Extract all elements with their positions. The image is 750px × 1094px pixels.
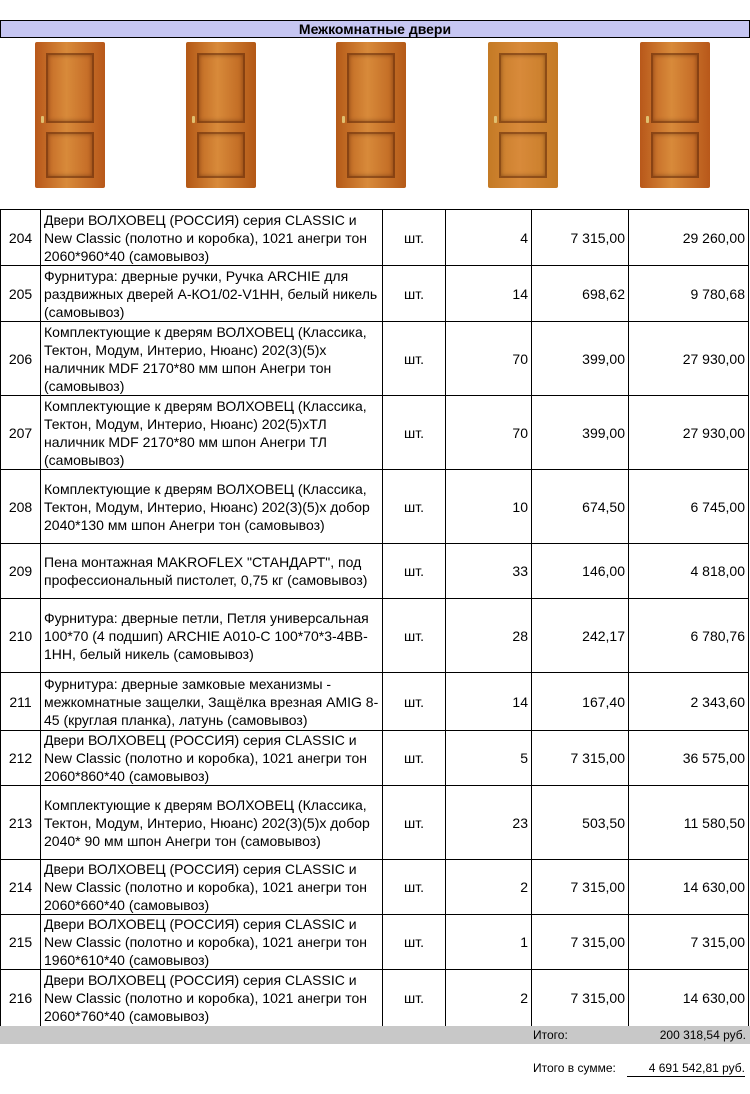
door-image (35, 42, 105, 188)
row-description: Фурнитура: дверные петли, Петля универсальная 100*70 (4 подшип) ARCHIE A010-C 100*70*3-4BB-1HH, белый никель (самовывоз) (41, 599, 383, 673)
row-description: Комплектующие к дверям ВОЛХОВЕЦ (Классика, Тектон, Модум, Интерио, Нюанс) 202(5)хТЛ наличник MDF 2170*80 мм шпон Анегри ТЛ (самовывоз) (41, 396, 383, 470)
row-description: Фурнитура: дверные ручки, Ручка ARCHIE для раздвижных дверей А-КО1/02-V1HH, белый никель (самовывоз) (41, 266, 383, 322)
row-description: Двери ВОЛХОВЕЦ (РОССИЯ) серия CLASSIC и New Classic (полотно и коробка), 1021 анегри тон 2060*960*40 (самовывоз) (41, 210, 383, 266)
table-row (1, 210, 749, 266)
row-quantity: 23 (446, 786, 532, 860)
row-price: 167,40 (532, 673, 629, 731)
row-unit: шт. (383, 470, 446, 544)
row-unit: шт. (383, 266, 446, 322)
row-sum: 9 780,68 (629, 266, 749, 322)
door-handle-icon (192, 116, 195, 123)
table-row (1, 599, 749, 673)
row-number: 209 (1, 544, 41, 599)
row-description: Комплектующие к дверям ВОЛХОВЕЦ (Классика, Тектон, Модум, Интерио, Нюанс) 202(3)(5)х добор 2040*130 мм шпон Анегри тон (самовывоз) (41, 470, 383, 544)
total-bar (0, 1026, 750, 1044)
row-unit: шт. (383, 210, 446, 266)
row-description: Фурнитура: дверные замковые механизмы - межкомнатные защелки, Защёлка врезная AMIG 8-45 (круглая планка), латунь (самовывоз) (41, 673, 383, 731)
row-price: 242,17 (532, 599, 629, 673)
table-row (1, 860, 749, 915)
row-quantity: 33 (446, 544, 532, 599)
table-row (1, 731, 749, 786)
row-price: 7 315,00 (532, 731, 629, 786)
section-title: Межкомнатные двери (0, 20, 750, 38)
row-quantity: 2 (446, 970, 532, 1027)
door-handle-icon (646, 116, 649, 123)
row-description: Комплектующие к дверям ВОЛХОВЕЦ (Классика, Тектон, Модум, Интерио, Нюанс) 202(3)(5)х наличник MDF 2170*80 мм шпон Анегри тон (самовывоз) (41, 322, 383, 396)
row-quantity: 1 (446, 915, 532, 970)
row-description: Пена монтажная MAKROFLEX "СТАНДАРТ", под профессиональный пистолет, 0,75 кг (самовывоз) (41, 544, 383, 599)
door-image (186, 42, 256, 188)
row-sum: 7 315,00 (629, 915, 749, 970)
row-number: 213 (1, 786, 41, 860)
row-unit: шт. (383, 673, 446, 731)
row-quantity: 14 (446, 266, 532, 322)
row-number: 215 (1, 915, 41, 970)
row-quantity: 28 (446, 599, 532, 673)
row-number: 212 (1, 731, 41, 786)
row-sum: 2 343,60 (629, 673, 749, 731)
row-quantity: 2 (446, 860, 532, 915)
table-row (1, 544, 749, 599)
row-number: 210 (1, 599, 41, 673)
row-quantity: 70 (446, 396, 532, 470)
row-sum: 11 580,50 (629, 786, 749, 860)
row-price: 146,00 (532, 544, 629, 599)
row-unit: шт. (383, 396, 446, 470)
door-handle-icon (342, 116, 345, 123)
row-sum: 14 630,00 (629, 970, 749, 1027)
total-label: Итого: (533, 1028, 568, 1042)
row-sum: 27 930,00 (629, 322, 749, 396)
row-description: Двери ВОЛХОВЕЦ (РОССИЯ) серия CLASSIC и New Classic (полотно и коробка), 1021 анегри тон 2060*660*40 (самовывоз) (41, 860, 383, 915)
row-quantity: 70 (446, 322, 532, 396)
row-quantity: 10 (446, 470, 532, 544)
row-price: 399,00 (532, 322, 629, 396)
row-number: 204 (1, 210, 41, 266)
row-sum: 14 630,00 (629, 860, 749, 915)
door-image (488, 42, 558, 188)
table-row (1, 915, 749, 970)
row-number: 207 (1, 396, 41, 470)
table-row (1, 970, 749, 1027)
row-price: 399,00 (532, 396, 629, 470)
row-number: 211 (1, 673, 41, 731)
door-handle-icon (494, 116, 497, 123)
row-unit: шт. (383, 970, 446, 1027)
row-price: 503,50 (532, 786, 629, 860)
row-sum: 36 575,00 (629, 731, 749, 786)
grand-total-value: 4 691 542,81 руб. (627, 1061, 745, 1077)
row-number: 216 (1, 970, 41, 1027)
row-description: Двери ВОЛХОВЕЦ (РОССИЯ) серия CLASSIC и New Classic (полотно и коробка), 1021 анегри тон 2060*760*40 (самовывоз) (41, 970, 383, 1027)
table-row (1, 396, 749, 470)
row-quantity: 14 (446, 673, 532, 731)
row-description: Двери ВОЛХОВЕЦ (РОССИЯ) серия CLASSIC и New Classic (полотно и коробка), 1021 анегри тон 2060*860*40 (самовывоз) (41, 731, 383, 786)
door-image (640, 42, 710, 188)
table-row (1, 266, 749, 322)
items-table (0, 209, 749, 1027)
row-sum: 6 780,76 (629, 599, 749, 673)
row-sum: 29 260,00 (629, 210, 749, 266)
row-unit: шт. (383, 860, 446, 915)
table-row (1, 786, 749, 860)
row-number: 214 (1, 860, 41, 915)
row-unit: шт. (383, 731, 446, 786)
row-unit: шт. (383, 599, 446, 673)
grand-total-label: Итого в сумме: (533, 1061, 616, 1075)
row-quantity: 5 (446, 731, 532, 786)
door-images (0, 42, 750, 192)
row-description: Комплектующие к дверям ВОЛХОВЕЦ (Классика, Тектон, Модум, Интерио, Нюанс) 202(3)(5)х добор 2040* 90 мм шпон Анегри тон (самовывоз) (41, 786, 383, 860)
row-description: Двери ВОЛХОВЕЦ (РОССИЯ) серия CLASSIC и New Classic (полотно и коробка), 1021 анегри тон 1960*610*40 (самовывоз) (41, 915, 383, 970)
row-number: 208 (1, 470, 41, 544)
row-price: 7 315,00 (532, 860, 629, 915)
row-price: 7 315,00 (532, 915, 629, 970)
row-number: 205 (1, 266, 41, 322)
row-price: 7 315,00 (532, 210, 629, 266)
table-row (1, 470, 749, 544)
table-row (1, 673, 749, 731)
door-image (336, 42, 406, 188)
row-sum: 27 930,00 (629, 396, 749, 470)
door-handle-icon (41, 116, 44, 123)
row-unit: шт. (383, 915, 446, 970)
row-unit: шт. (383, 322, 446, 396)
total-value: 200 318,54 руб. (659, 1028, 746, 1042)
row-quantity: 4 (446, 210, 532, 266)
row-unit: шт. (383, 786, 446, 860)
row-price: 7 315,00 (532, 970, 629, 1027)
table-row (1, 322, 749, 396)
row-unit: шт. (383, 544, 446, 599)
row-price: 698,62 (532, 266, 629, 322)
row-price: 674,50 (532, 470, 629, 544)
row-sum: 4 818,00 (629, 544, 749, 599)
row-sum: 6 745,00 (629, 470, 749, 544)
row-number: 206 (1, 322, 41, 396)
